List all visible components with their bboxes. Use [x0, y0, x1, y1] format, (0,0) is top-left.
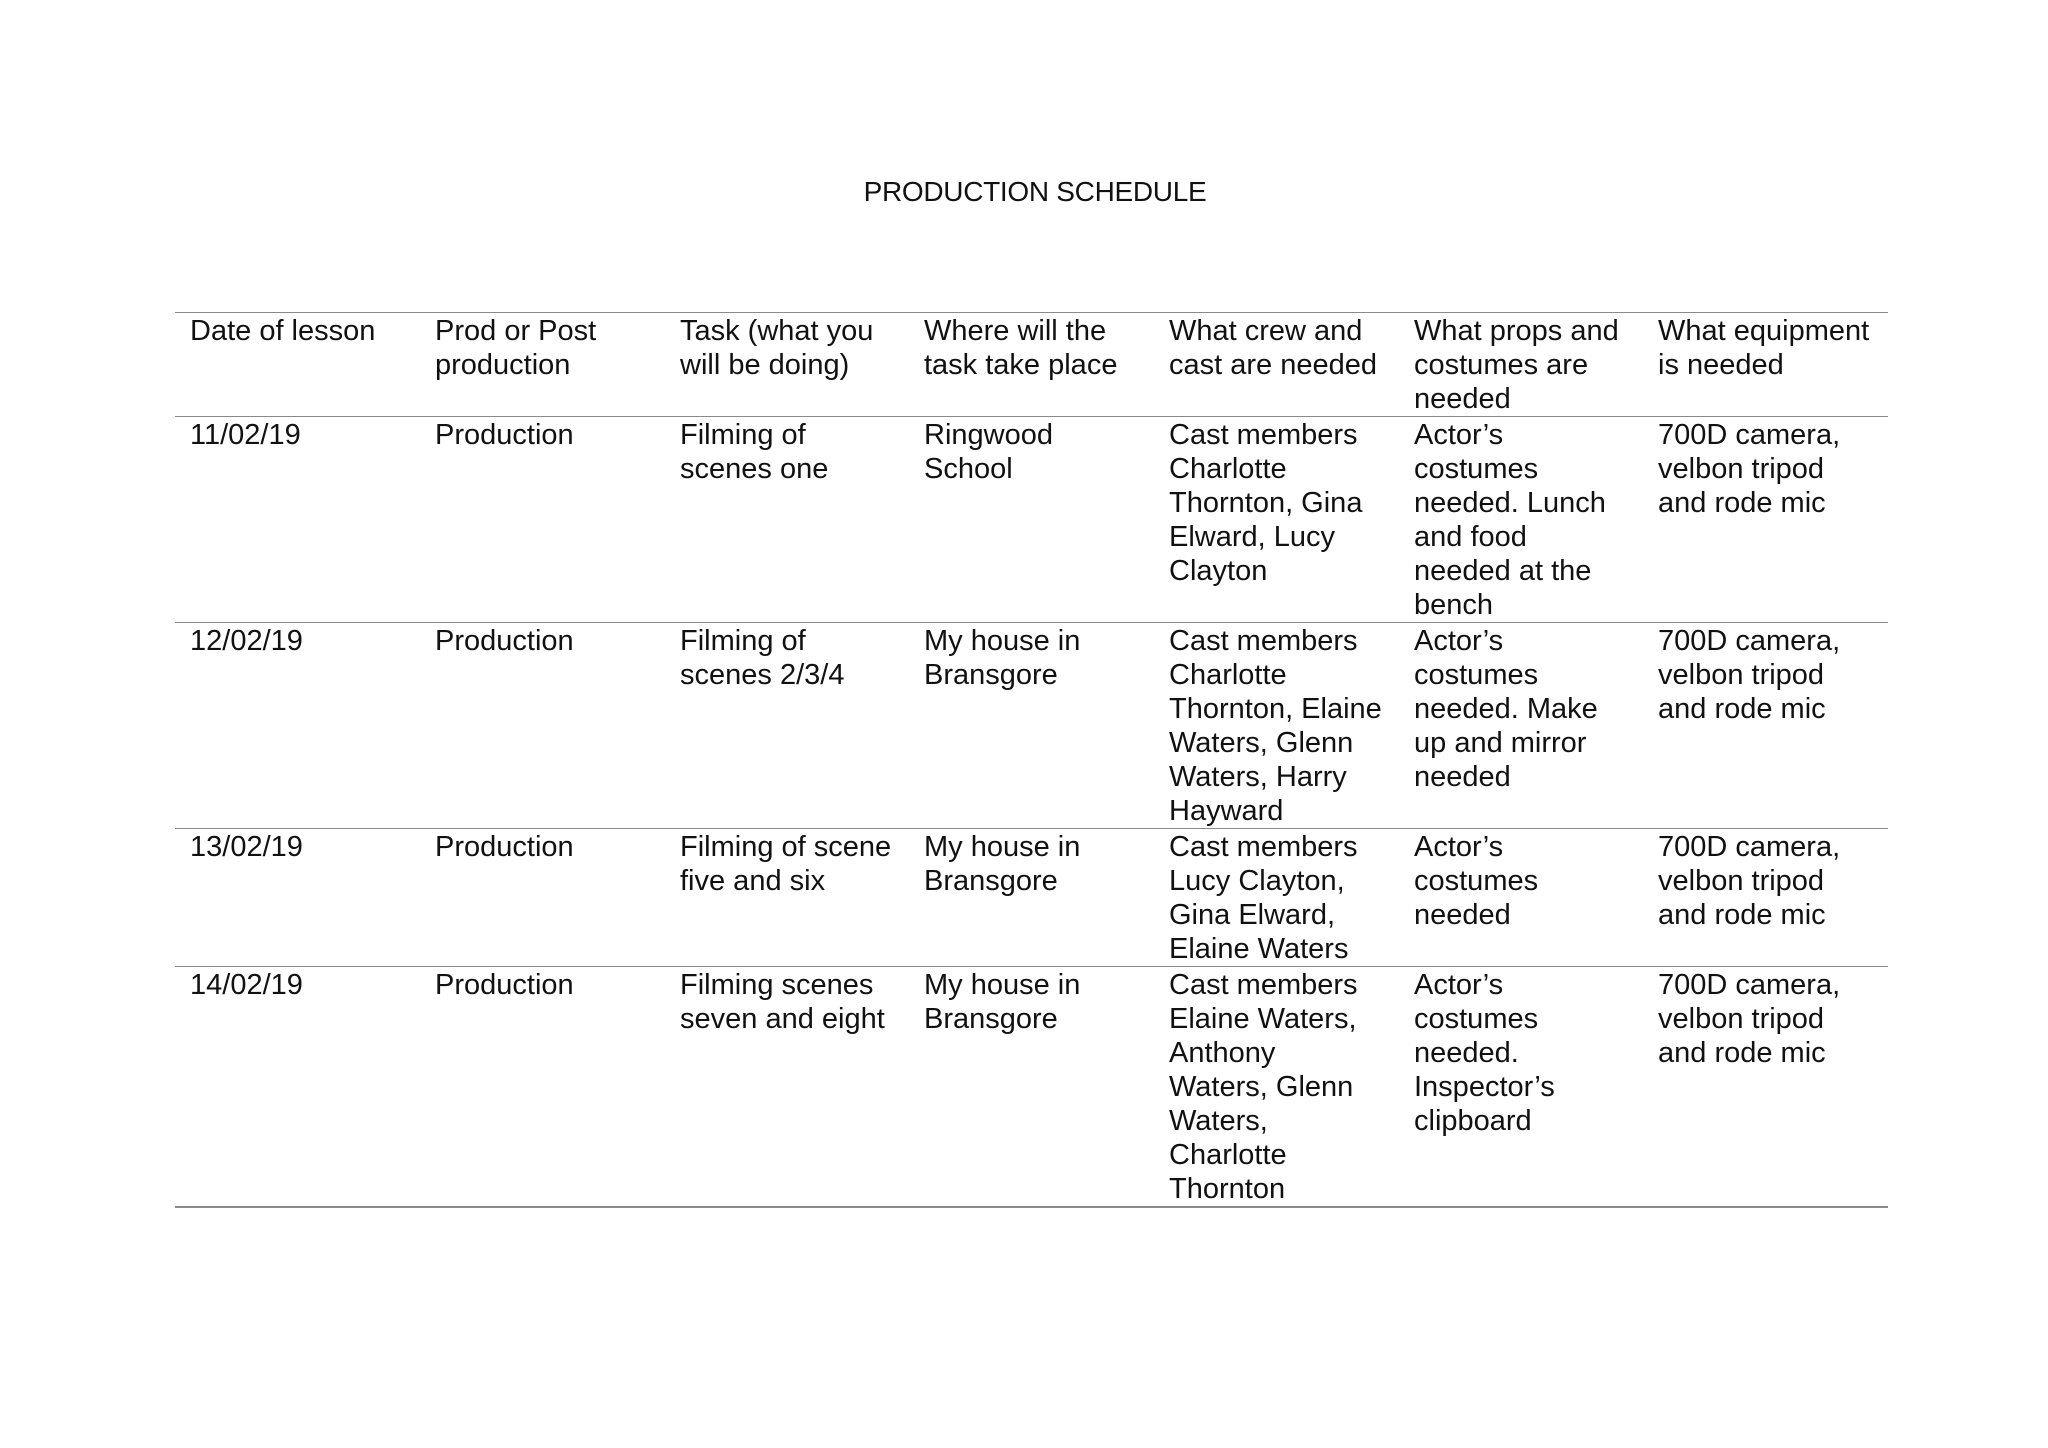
header-prod-or-post: Prod or Post production: [435, 315, 597, 381]
cell-location: My house in Bransgore: [924, 969, 1081, 1035]
table-row: [175, 967, 1888, 1208]
cell-equipment: 700D camera, velbon tripod and rode mic: [1658, 969, 1841, 1069]
cell-crew-cast: Cast members Lucy Clayton, Gina Elward, Elaine Waters: [1169, 831, 1358, 965]
header-equipment: What equipment is needed: [1658, 315, 1870, 381]
cell-date: 11/02/19: [190, 419, 301, 451]
cell-date: 13/02/19: [190, 831, 303, 863]
cell-stage: Production: [435, 625, 574, 657]
cell-props-costumes: Actor’s costumes needed. Inspector’s clipboard: [1414, 969, 1555, 1137]
cell-date: 14/02/19: [190, 969, 303, 1001]
cell-stage: Production: [435, 419, 574, 451]
table-header-row: [175, 313, 1888, 417]
cell-crew-cast: Cast members Charlotte Thornton, Elaine Waters, Glenn Waters, Harry Hayward: [1169, 625, 1382, 827]
cell-location: Ringwood School: [924, 419, 1053, 485]
document-title: PRODUCTION SCHEDULE: [863, 176, 1207, 207]
header-task: Task (what you will be doing): [680, 315, 874, 381]
header-crew-cast: What crew and cast are needed: [1169, 315, 1377, 381]
header-location: Where will the task take place: [924, 315, 1118, 381]
cell-task: Filming scenes seven and eight: [680, 969, 885, 1035]
header-date-of-lesson: Date of lesson: [190, 315, 376, 347]
table-row: [175, 623, 1888, 829]
cell-stage: Production: [435, 969, 574, 1001]
cell-task: Filming of scenes one: [680, 419, 829, 485]
cell-props-costumes: Actor’s costumes needed. Lunch and food needed at the bench: [1414, 419, 1606, 621]
cell-equipment: 700D camera, velbon tripod and rode mic: [1658, 419, 1841, 519]
cell-date: 12/02/19: [190, 625, 303, 657]
cell-props-costumes: Actor’s costumes needed. Make up and mirror needed: [1414, 625, 1598, 793]
cell-task: Filming of scenes 2/3/4: [680, 625, 845, 691]
cell-equipment: 700D camera, velbon tripod and rode mic: [1658, 625, 1841, 725]
cell-location: My house in Bransgore: [924, 831, 1081, 897]
cell-stage: Production: [435, 831, 574, 863]
cell-crew-cast: Cast members Charlotte Thornton, Gina Elward, Lucy Clayton: [1169, 419, 1363, 587]
table-row: [175, 417, 1888, 623]
table-row: [175, 829, 1888, 967]
cell-location: My house in Bransgore: [924, 625, 1081, 691]
cell-equipment: 700D camera, velbon tripod and rode mic: [1658, 831, 1841, 931]
cell-props-costumes: Actor’s costumes needed: [1414, 831, 1539, 931]
cell-task: Filming of scene five and six: [680, 831, 892, 897]
header-props-costumes: What props and costumes are needed: [1414, 315, 1619, 415]
production-schedule-table: [175, 312, 1888, 1208]
cell-crew-cast: Cast members Elaine Waters, Anthony Waters, Glenn Waters, Charlotte Thornton: [1169, 969, 1358, 1205]
